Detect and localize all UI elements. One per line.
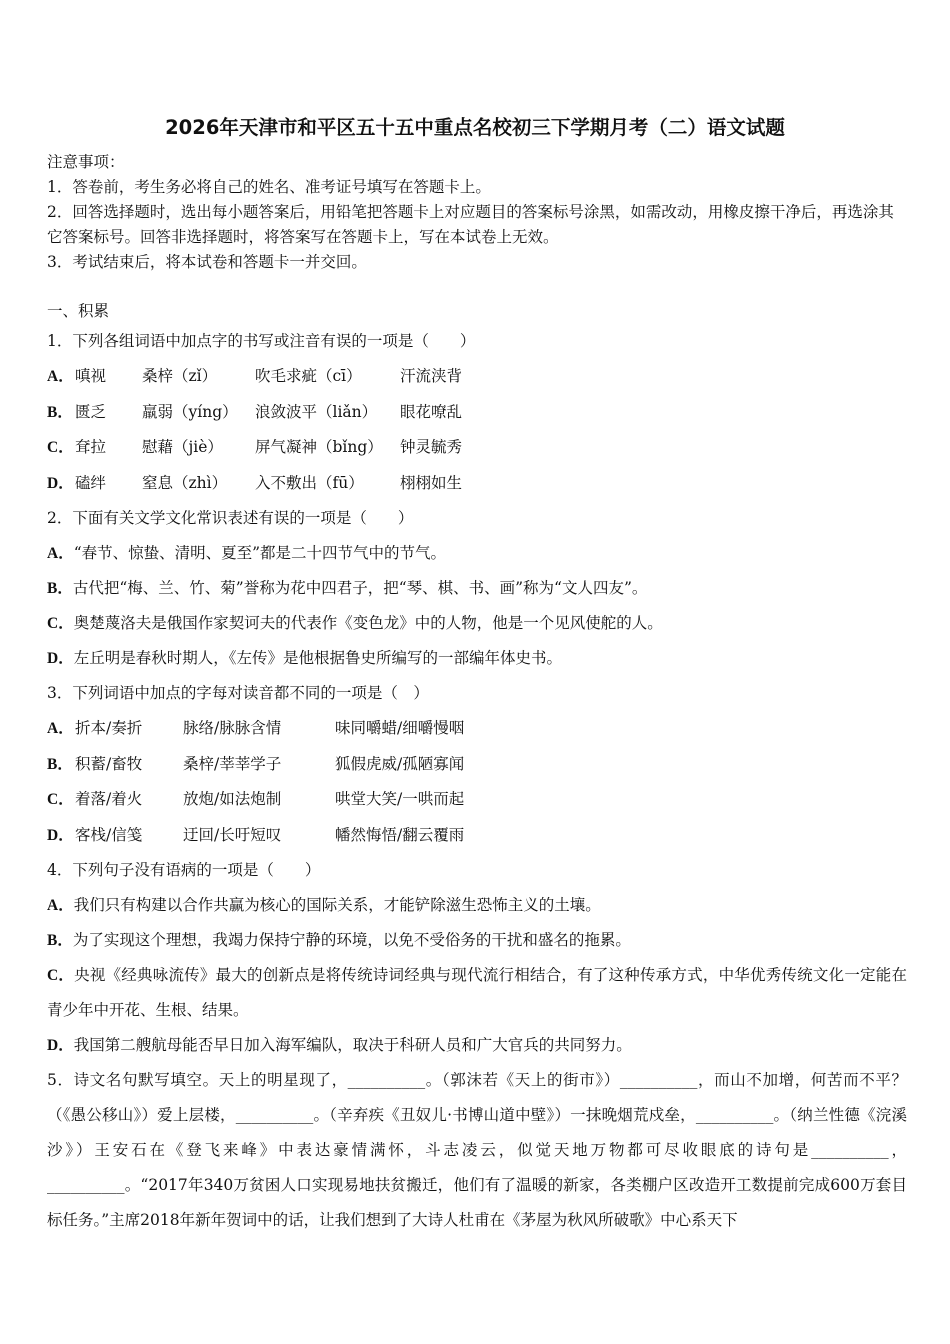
q3-option-d [47, 818, 907, 854]
option-text: 我们只有构建以合作共赢为核心的国际关系，才能铲除滋生恐怖主义的土壤。 [73, 896, 601, 914]
option-label: C． [47, 439, 74, 456]
option-item: 哄堂大笑/一哄而起 [335, 790, 465, 808]
option-item: 耷拉 [75, 438, 107, 456]
option-item: 浪敛波平（liǎn） [255, 402, 378, 421]
option-label: B． [47, 403, 73, 421]
notes-heading: 注意事项： [47, 153, 125, 171]
option-item: 窒息（zhì） [142, 473, 228, 492]
option-text: 左丘明是春秋时期人，《左传》是他根据鲁史所编写的一部编年体史书。 [73, 649, 562, 667]
page-title: 2026年天津市和平区五十五中重点名校初三下学期月考（二）语文试题 [165, 116, 785, 139]
option-item: 放炮/如法炮制 [183, 790, 282, 808]
notes [47, 150, 907, 275]
option-text: “春节、惊蛰、清明、夏至”都是二十四节气中的节气。 [73, 544, 447, 562]
option-label: D． [47, 1037, 74, 1054]
note-item: 1．答卷前，考生务必将自己的姓名、准考证号填写在答题卡上。 [47, 178, 491, 196]
option-item: 磕绊 [75, 473, 107, 492]
option-label: D． [47, 474, 74, 492]
option-item: 着落/着火 [75, 790, 143, 808]
option-item: 钟灵毓秀 [400, 438, 463, 456]
q3-option-c [47, 782, 907, 818]
q2-option-d [47, 641, 907, 676]
q3-option-b [47, 747, 907, 783]
q3-option-a [47, 711, 907, 747]
option-item: 匮乏 [75, 402, 107, 421]
q1-option-a [47, 359, 907, 395]
option-label: B． [47, 755, 73, 773]
question-1-stem: 1．下列各组词语中加点字的书写或注音有误的一项是（ ） [47, 332, 476, 350]
q1-option-c [47, 430, 907, 466]
q2-option-c [47, 606, 907, 641]
option-item: 汗流浃背 [400, 367, 463, 385]
option-label: D． [47, 650, 74, 667]
option-item: 嗔视 [75, 367, 107, 385]
q1-option-d [47, 466, 907, 502]
option-item: 羸弱（yíng） [142, 402, 238, 421]
question-2-stem: 2．下面有关文学文化常识表述有误的一项是（ ） [47, 509, 414, 527]
option-item: 脉络/脉脉含情 [183, 719, 282, 737]
question-5: 5．诗文名句默写填空。天上的明星现了，__________。（郭沫若《天上的街市》）__________，而山不加增，何苦而不平？（《愚公移山》）爱上层楼，__________。（辛弃疾《丑奴儿·书博山道中壁》）一抹晚烟荒戍垒，__________。（纳兰性德《浣溪沙》）王安石在《登飞来峰》中表达豪情满怀，斗志凌云，似觉天地万物都可尽收眼底的诗句是__________，__________。“2017年340万贫困人口实现易地扶贫搬迁，他们有了温暖的新家，各类棚户区改造开工数提前完成600万套目标任务。”主席2018年新年贺词中的话，让我们想到了大诗人杜甫在《茅屋为秋风所破歌》中心系天下 [47, 1071, 907, 1229]
option-text: 奥楚蔑洛夫是俄国作家契诃夫的代表作《变色龙》中的人物，他是一个见风使舵的人。 [73, 614, 663, 632]
option-label: C． [47, 615, 74, 632]
option-item: 折本/奏折 [75, 719, 143, 737]
q4-option-d [47, 1028, 907, 1063]
option-item: 幡然悔悟/翻云覆雨 [335, 825, 465, 844]
option-item: 桑梓（zǐ） [142, 367, 218, 385]
option-item: 狐假虎威/孤陋寡闻 [335, 754, 465, 773]
option-item: 吹毛求疵（cī） [255, 367, 362, 385]
option-item: 桑梓/莘莘学子 [183, 754, 282, 773]
section-heading: 一、积累 [47, 302, 110, 320]
option-label: A． [47, 545, 74, 562]
note-item: 2．回答选择题时，选出每小题答案后，用铅笔把答题卡上对应题目的答案标号涂黑，如需改动，用橡皮擦干净后，再选涂其它答案标号。回答非选择题时，将答案写在答题卡上，写在本试卷上无效。 [47, 203, 894, 246]
option-item: 迂回/长吁短叹 [183, 825, 282, 844]
option-text: 古代把“梅、兰、竹、菊”誉称为花中四君子，把“琴、棋、书、画”称为“文人四友”。 [72, 579, 648, 597]
question-4-stem: 4．下列句子没有语病的一项是（ ） [47, 861, 321, 879]
option-label: D． [47, 826, 74, 844]
option-text: 为了实现这个理想，我竭力保持宁静的环境，以免不受俗务的干扰和盛名的拖累。 [72, 931, 631, 949]
note-item: 3．考试结束后，将本试卷和答题卡一并交回。 [47, 253, 367, 271]
q2-option-a [47, 536, 907, 571]
option-text: 央视《经典咏流传》最大的创新点是将传统诗词经典与现代流行相结合，有了这种传承方式，中华优秀传统文化一定能在青少年中开花、生根、结果。 [47, 966, 907, 1019]
option-label: C． [47, 791, 74, 808]
question-3-stem: 3．下列词语中加点的字每对读音都不同的一项是（ ） [47, 684, 429, 702]
q4-option-a [47, 888, 907, 923]
exam-body [47, 298, 907, 1238]
option-item: 客栈/信笺 [75, 825, 143, 844]
option-label: A． [47, 368, 74, 385]
option-item: 入不敷出（fū） [255, 473, 364, 492]
option-item: 屏气凝神（bǐng） [255, 438, 383, 456]
option-label: A． [47, 720, 74, 737]
option-label: B． [47, 932, 73, 949]
q4-option-b [47, 923, 907, 958]
q1-option-b [47, 395, 907, 431]
option-label: B． [47, 580, 73, 597]
option-text: 我国第二艘航母能否早日加入海军编队，取决于科研人员和广大官兵的共同努力。 [73, 1036, 632, 1054]
q4-option-c [47, 958, 907, 1028]
option-item: 栩栩如生 [400, 473, 463, 492]
option-label: C． [47, 967, 75, 984]
q2-option-b [47, 571, 907, 606]
option-item: 慰藉（jiè） [142, 438, 223, 456]
option-item: 积蓄/畜牧 [75, 754, 143, 773]
option-item: 眼花嘹乱 [400, 402, 463, 421]
option-item: 味同嚼蜡/细嚼慢咽 [335, 719, 465, 737]
option-label: A． [47, 897, 74, 914]
